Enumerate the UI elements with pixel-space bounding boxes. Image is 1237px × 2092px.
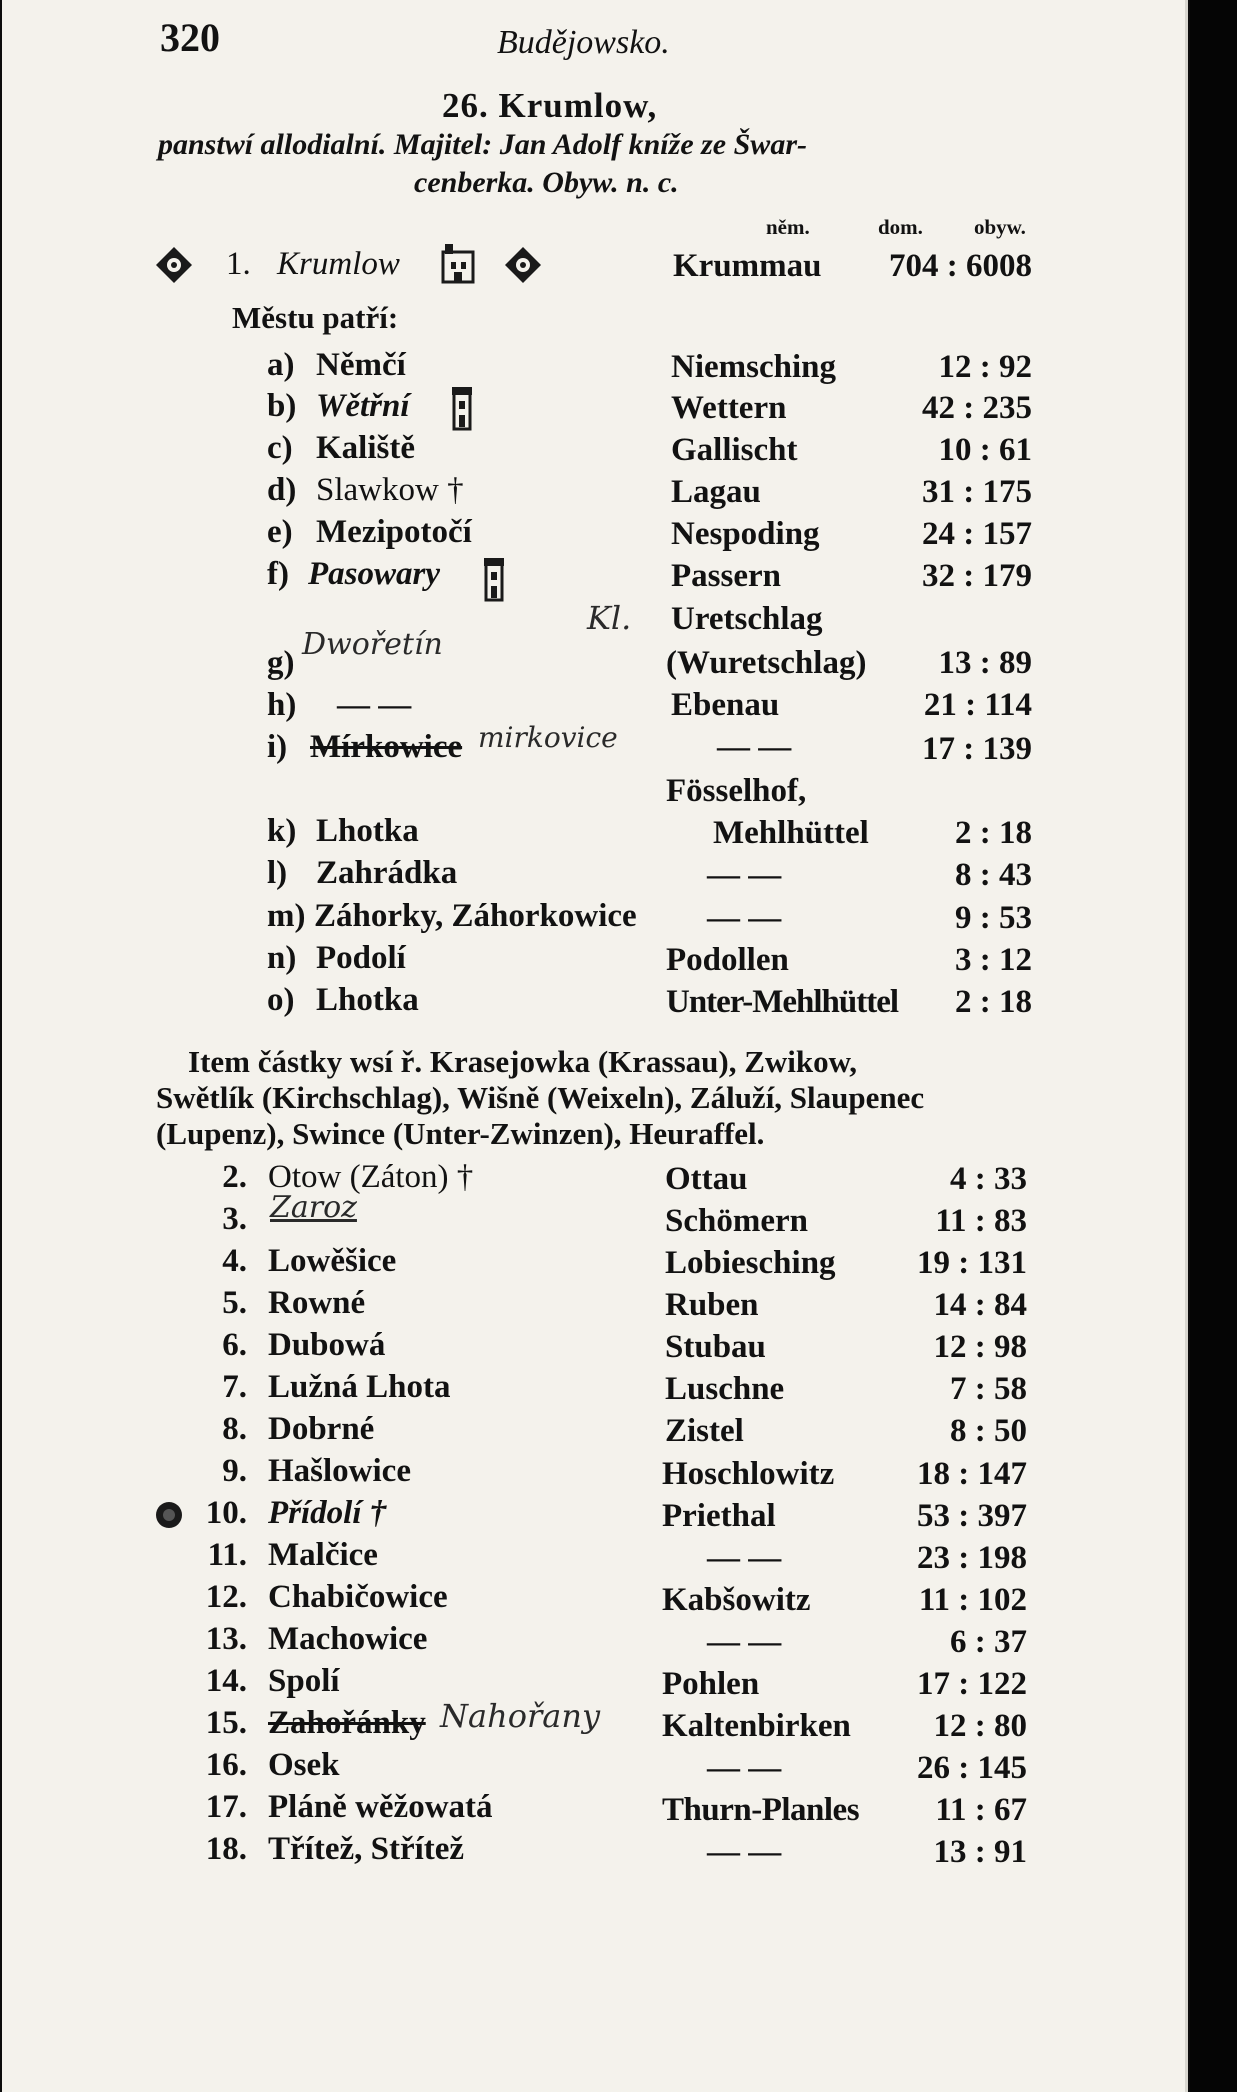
entry-number: 6.	[222, 1327, 247, 1363]
entry-name: Přídolí †	[268, 1495, 387, 1531]
town-diamond-icon	[155, 246, 193, 284]
entry-counts: 8 : 50	[950, 1413, 1027, 1449]
entry-counts: 11 : 102	[918, 1582, 1027, 1618]
entry-counts: 53 : 397	[917, 1498, 1027, 1534]
entry-number: 15.	[205, 1705, 247, 1741]
entry-name: Lužná Lhota	[268, 1369, 451, 1405]
sub-german: Passern	[671, 558, 781, 594]
entry-name: Dubowá	[268, 1327, 386, 1363]
castle-icon	[439, 240, 477, 284]
entry-counts: 12 : 98	[933, 1329, 1027, 1365]
section-title: 26. Krumlow,	[442, 86, 658, 125]
sub-counts: 2 : 18	[955, 984, 1032, 1020]
sub-german: Niemsching	[671, 349, 836, 385]
sub-name: Wětřní	[316, 388, 410, 424]
entry-number: 5.	[222, 1285, 247, 1321]
sub-name: Slawkow †	[316, 472, 464, 508]
sub-counts: 9 : 53	[955, 900, 1032, 936]
sub-counts: 42 : 235	[922, 390, 1032, 426]
sub-letter: e)	[267, 514, 293, 550]
entry-counts: 26 : 145	[917, 1750, 1027, 1786]
entry-name: Třítež, Střítež	[268, 1831, 465, 1867]
sub-counts: 17 : 139	[922, 731, 1032, 767]
sub-letter: h)	[267, 687, 297, 723]
running-title: Budějowsko.	[497, 24, 670, 61]
entry-number: 7.	[222, 1369, 247, 1405]
sub-letter: m)	[267, 898, 306, 934]
entry-name: Lowěšice	[268, 1243, 397, 1279]
entry-name: Dobrné	[268, 1411, 375, 1447]
main-town-number: 1.	[226, 246, 251, 282]
belongs-label: Městu patří:	[232, 300, 399, 335]
sub-german: — —	[707, 900, 782, 936]
sub-german: Lagau	[671, 474, 761, 510]
col-header-houses: dom.	[878, 215, 923, 239]
sub-letter: g)	[267, 645, 295, 681]
handwritten-i-name: mirkovice	[478, 721, 618, 754]
sub-letter: o)	[267, 982, 295, 1018]
entry-german: Hoschlowitz	[662, 1456, 835, 1492]
entry-german: Schömern	[665, 1203, 808, 1239]
sub-letter: d)	[267, 472, 297, 508]
entry-counts: 7 : 58	[950, 1371, 1027, 1407]
entry-number: 9.	[222, 1453, 247, 1489]
sub-german: Wettern	[671, 390, 787, 426]
sub-letter: k)	[267, 813, 297, 849]
sub-name: — —	[337, 687, 412, 723]
main-town-name: Krumlow	[277, 246, 400, 282]
entry-name: Spolí	[268, 1663, 340, 1699]
sub-name: Lhotka	[316, 813, 419, 849]
entry-name: Machowice	[268, 1621, 428, 1657]
item-paragraph-line-3: (Lupenz), Swince (Unter-Zwinzen), Heuraffel.	[156, 1116, 765, 1151]
entry-number: 16.	[205, 1747, 247, 1783]
tower-icon	[450, 385, 474, 431]
sub-counts: 32 : 179	[922, 558, 1032, 594]
entry-german: Luschne	[665, 1371, 785, 1407]
entry-german: Stubau	[665, 1329, 766, 1365]
sub-name: Lhotka	[316, 982, 419, 1018]
sub-letter: l)	[267, 855, 288, 891]
entry-german: Ottau	[665, 1161, 748, 1197]
sub-counts: 31 : 175	[922, 474, 1032, 510]
main-town-german: Krummau	[673, 248, 822, 284]
section-subtitle-2: cenberka. Obyw. n. c.	[414, 166, 679, 199]
entry-number: 8.	[222, 1411, 247, 1447]
entry-name-struck: Zahořánky	[268, 1705, 426, 1741]
scanner-margin	[1190, 0, 1237, 2092]
sub-name: Němčí	[316, 347, 406, 383]
entry-name: Osek	[268, 1747, 340, 1783]
sub-counts: 12 : 92	[938, 349, 1032, 385]
sub-german: — —	[707, 857, 782, 893]
entry-german: Zistel	[665, 1413, 744, 1449]
entry-name: Hašlowice	[268, 1453, 411, 1489]
entry-number: 3.	[222, 1201, 247, 1237]
entry-counts: 19 : 131	[917, 1245, 1027, 1281]
entry-name: Chabičowice	[268, 1579, 448, 1615]
col-header-german: něm.	[766, 215, 810, 239]
entry-german: Kaltenbirken	[662, 1708, 851, 1744]
item-paragraph-line-2: Swětlík (Kirchschlag), Wišně (Weixeln), Záluží, Slaupenec	[156, 1080, 925, 1115]
entry-german: Pohlen	[662, 1666, 760, 1702]
sub-name: Kaliště	[316, 430, 415, 466]
town-diamond-icon-right	[504, 246, 542, 284]
entry-german: Ruben	[665, 1287, 759, 1323]
sub-german: Unter-Mehlhüttel	[666, 984, 899, 1020]
sub-name: Podolí	[316, 940, 406, 976]
handwritten-entry-15: Nahořany	[440, 1697, 601, 1735]
sub-name: Zahrádka	[316, 855, 458, 891]
col-header-inhabitants: obyw.	[974, 215, 1026, 239]
handwritten-entry-3: Zaroz	[270, 1190, 357, 1225]
sub-name-struck: Mírkowice	[310, 729, 463, 765]
entry-number: 13.	[205, 1621, 247, 1657]
entry-name: Rowné	[268, 1285, 366, 1321]
sub-counts: 13 : 89	[938, 645, 1032, 681]
sub-counts: 3 : 12	[955, 942, 1032, 978]
entry-german: Lobiesching	[665, 1245, 836, 1281]
entry-counts: 11 : 67	[935, 1792, 1027, 1828]
entry-name: Malčice	[268, 1537, 378, 1573]
sub-name: Záhorky, Záhorkowice	[314, 898, 637, 934]
sub-german: Ebenau	[671, 687, 780, 723]
sub-german: Podollen	[666, 942, 789, 978]
sub-counts: 2 : 18	[955, 815, 1032, 851]
entry-name: Pláně wěžowatá	[268, 1789, 493, 1825]
sub-counts: 10 : 61	[938, 432, 1032, 468]
entry-german: Priethal	[662, 1498, 776, 1534]
entry-counts: 23 : 198	[917, 1540, 1027, 1576]
sub-letter: b)	[267, 388, 297, 424]
entry-german: — —	[707, 1540, 782, 1576]
sub-letter: i)	[267, 729, 288, 765]
bullet-circle-icon	[154, 1500, 184, 1530]
entry-number: 11.	[207, 1537, 247, 1573]
sub-counts: 21 : 114	[923, 687, 1032, 723]
entry-number: 4.	[222, 1243, 247, 1279]
entry-number: 18.	[205, 1831, 247, 1867]
main-town-counts: 704 : 6008	[889, 248, 1032, 284]
sub-letter: f)	[267, 556, 289, 592]
sub-german: Fösselhof,	[666, 773, 807, 809]
sub-german: Nespoding	[671, 516, 820, 552]
entry-counts: 11 : 83	[935, 1203, 1027, 1239]
entry-german: — —	[707, 1834, 782, 1870]
sub-german: Uretschlag	[671, 601, 823, 637]
entry-number: 14.	[205, 1663, 247, 1699]
tower-icon	[482, 556, 506, 602]
sub-letter: c)	[267, 430, 293, 466]
handwritten-kl: Kl.	[587, 599, 632, 637]
sub-letter: n)	[267, 940, 297, 976]
entry-counts: 6 : 37	[950, 1624, 1027, 1660]
sub-letter: a)	[267, 347, 295, 383]
handwritten-g-name: Dwořetín	[302, 627, 443, 662]
page-paper	[2, 0, 1188, 2092]
entry-german: Thurn-Planles	[662, 1792, 860, 1828]
entry-name: Otow (Záton) †	[268, 1159, 474, 1195]
sub-name: Pasowary	[308, 556, 440, 592]
entry-german: — —	[707, 1750, 782, 1786]
item-paragraph-line-1: Item částky wsí ř. Krasejowka (Krassau), Zwikow,	[188, 1044, 858, 1079]
entry-counts: 13 : 91	[933, 1834, 1027, 1870]
sub-name: Mezipotočí	[316, 514, 472, 550]
entry-counts: 4 : 33	[950, 1161, 1027, 1197]
entry-number: 12.	[205, 1579, 247, 1615]
page-number: 320	[160, 15, 220, 60]
sub-german-2: Mehlhüttel	[713, 815, 869, 851]
sub-german: — —	[717, 729, 792, 765]
entry-number: 17.	[205, 1789, 247, 1825]
entry-number: 2.	[222, 1159, 247, 1195]
sub-german: Gallischt	[671, 432, 798, 468]
entry-counts: 17 : 122	[917, 1666, 1027, 1702]
section-subtitle-1: panstwí allodialní. Majitel: Jan Adolf kníže ze Šwar-	[158, 128, 807, 161]
entry-german: — —	[707, 1624, 782, 1660]
sub-counts: 8 : 43	[955, 857, 1032, 893]
sub-german-2: (Wuretschlag)	[666, 645, 867, 681]
entry-counts: 14 : 84	[933, 1287, 1027, 1323]
entry-number: 10.	[205, 1495, 247, 1531]
entry-counts: 12 : 80	[933, 1708, 1027, 1744]
entry-german: Kabšowitz	[662, 1582, 811, 1618]
sub-counts: 24 : 157	[922, 516, 1032, 552]
entry-counts: 18 : 147	[917, 1456, 1027, 1492]
